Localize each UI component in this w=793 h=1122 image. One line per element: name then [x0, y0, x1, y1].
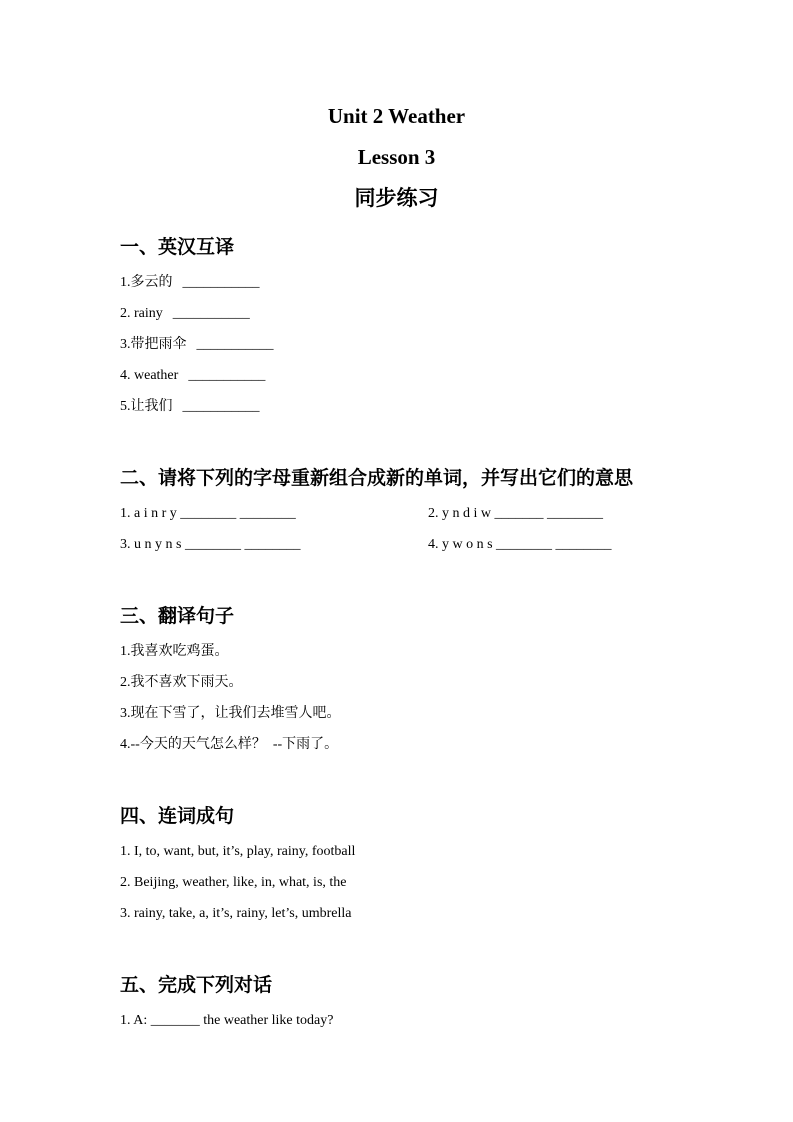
doc-title-lesson: Lesson 3 — [357, 145, 436, 169]
section-2-grid — [120, 498, 673, 560]
s4-item-2: 2. Beijing, weather, like, in, what, is, the — [120, 875, 347, 890]
s2-item-2: 2. y n d i w _______ ________ — [428, 506, 603, 521]
s1-item-2-label: 2. rainy — [120, 306, 163, 321]
s1-item-2-blank: ___________ — [172, 306, 250, 321]
doc-title-unit: Unit 2 Weather — [327, 104, 466, 128]
s5-item-1: 1. A: _______ the weather like today? — [120, 1013, 334, 1028]
section-4-heading: 四、连词成句 — [120, 806, 235, 827]
s2-item-1: 1. a i n r y ________ ________ — [120, 506, 296, 521]
s3-item-1: 1.我喜欢吃鸡蛋。 — [120, 644, 229, 659]
s1-item-5-label: 5.让我们 — [120, 399, 173, 414]
section-5-heading: 五、完成下列对话 — [120, 975, 273, 996]
s4-item-1: 1. I, to, want, but, it’s, play, rainy, football — [120, 844, 356, 859]
s1-item-3-label: 3.带把雨伞 — [120, 337, 187, 352]
s2-item-3: 3. u n y n s ________ ________ — [120, 537, 301, 552]
s1-item-2 — [120, 298, 673, 329]
s1-item-5 — [120, 391, 673, 422]
s1-item-1-label: 1.多云的 — [120, 275, 173, 290]
s1-item-5-blank: ___________ — [182, 399, 260, 414]
s3-item-2: 2.我不喜欢下雨天。 — [120, 675, 243, 690]
s1-item-1 — [120, 267, 673, 298]
s2-item-4: 4. y w o n s ________ ________ — [428, 537, 612, 552]
s1-item-3 — [120, 329, 673, 360]
section-1-heading: 一、英汉互译 — [120, 237, 235, 258]
s1-item-1-blank: ___________ — [182, 275, 260, 290]
s3-item-4: 4.--今天的天气怎么样？ --下雨了。 — [120, 737, 339, 752]
s1-item-4-label: 4. weather — [120, 368, 179, 383]
s1-item-4 — [120, 360, 673, 391]
section-2-heading: 二、请将下列的字母重新组合成新的单词，并写出它们的意思 — [120, 468, 634, 489]
doc-title-subtitle: 同步练习 — [354, 186, 439, 210]
s1-item-4-blank: ___________ — [188, 368, 266, 383]
s1-item-3-blank: ___________ — [196, 337, 274, 352]
s4-item-3: 3. rainy, take, a, it’s, rainy, let’s, umbrella — [120, 906, 352, 921]
s3-item-3: 3.现在下雪了，让我们去堆雪人吧。 — [120, 706, 341, 721]
section-3-heading: 三、翻译句子 — [120, 606, 235, 627]
